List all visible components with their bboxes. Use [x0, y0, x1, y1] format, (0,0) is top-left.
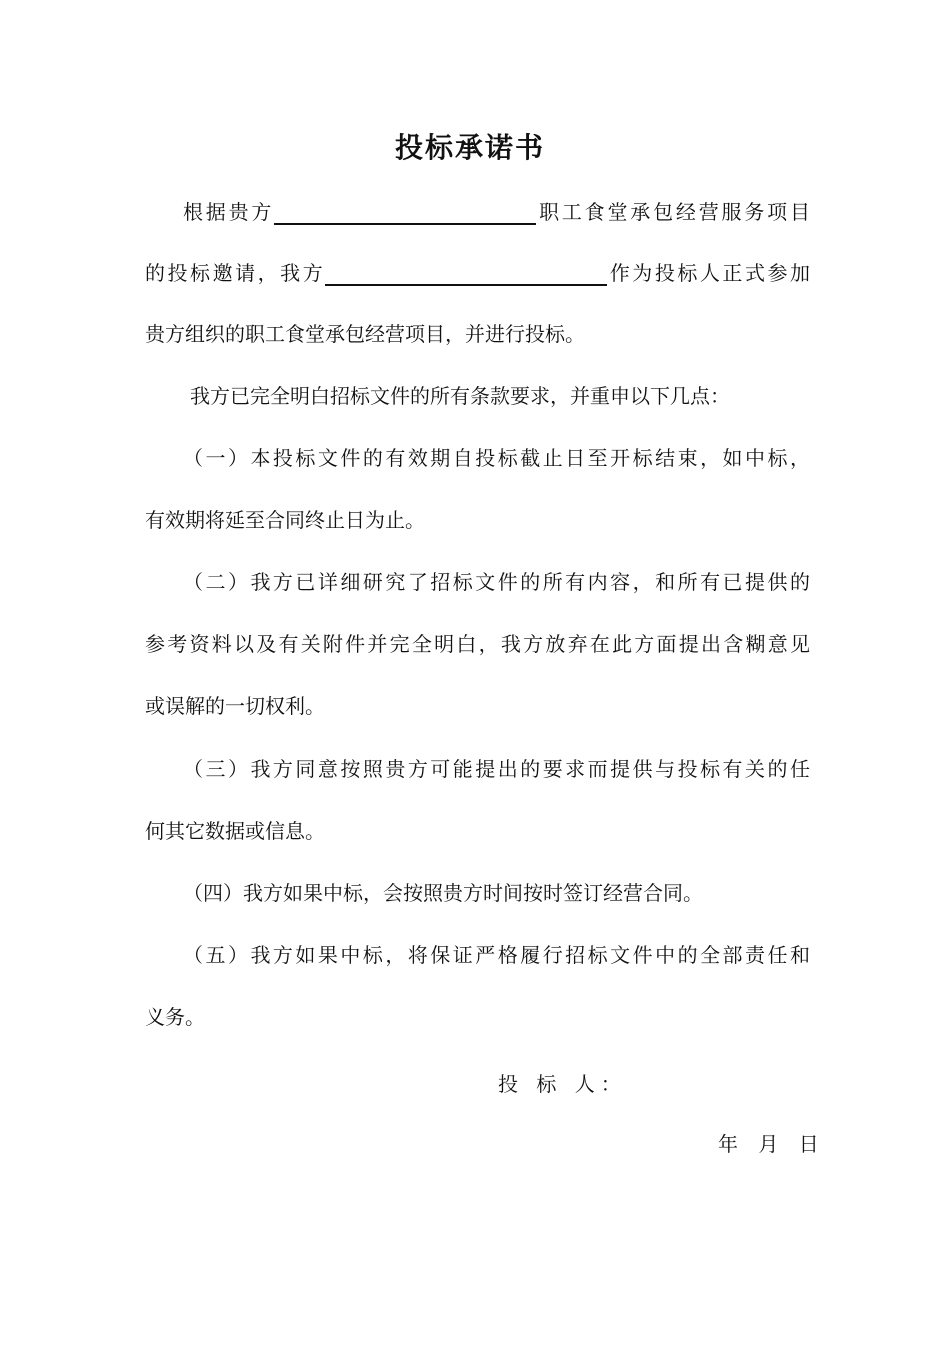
date-label: 年 月 日 [718, 1132, 823, 1156]
item-5-line-2: 义务。 [145, 1005, 205, 1029]
item-5-line-1: （五）我方如果中标，将保证严格履行招标文件中的全部责任和 [183, 943, 810, 967]
intro-line-2-suffix: 作为投标人正式参加 [607, 261, 811, 285]
item-3-line-1: （三）我方同意按照贵方可能提出的要求而提供与投标有关的任 [183, 757, 810, 781]
intro-line-1-suffix: 职工食堂承包经营服务项目 [536, 200, 810, 224]
intro-line-2-prefix: 的投标邀请，我方 [145, 261, 326, 285]
item-1-line-1: （一）本投标文件的有效期自投标截止日至开标结束，如中标， [183, 446, 810, 470]
item-2-line-3: 或误解的一切权利。 [145, 694, 325, 718]
tenderer-name-blank[interactable] [274, 197, 536, 225]
item-4-line-1: （四）我方如果中标，会按照贵方时间按时签订经营合同。 [183, 881, 703, 905]
item-2-line-2: 参考资料以及有关附件并完全明白，我方放弃在此方面提出含糊意见 [145, 632, 810, 656]
statement-line: 我方已完全明白招标文件的所有条款要求，并重申以下几点： [190, 384, 730, 408]
item-1-line-2: 有效期将延至合同终止日为止。 [145, 508, 425, 532]
intro-line-1-prefix: 根据贵方 [183, 200, 275, 224]
signature-label: 投 标 人： [498, 1072, 627, 1096]
intro-line-3: 贵方组织的职工食堂承包经营项目，并进行投标。 [145, 322, 585, 346]
item-3-line-2: 何其它数据或信息。 [145, 819, 325, 843]
intro-line-2 [145, 258, 810, 288]
document-title: 投标承诺书 [394, 131, 545, 164]
intro-line-1 [183, 197, 810, 227]
item-2-line-1: （二）我方已详细研究了招标文件的所有内容，和所有已提供的 [183, 570, 810, 594]
bidder-name-blank[interactable] [325, 258, 607, 286]
